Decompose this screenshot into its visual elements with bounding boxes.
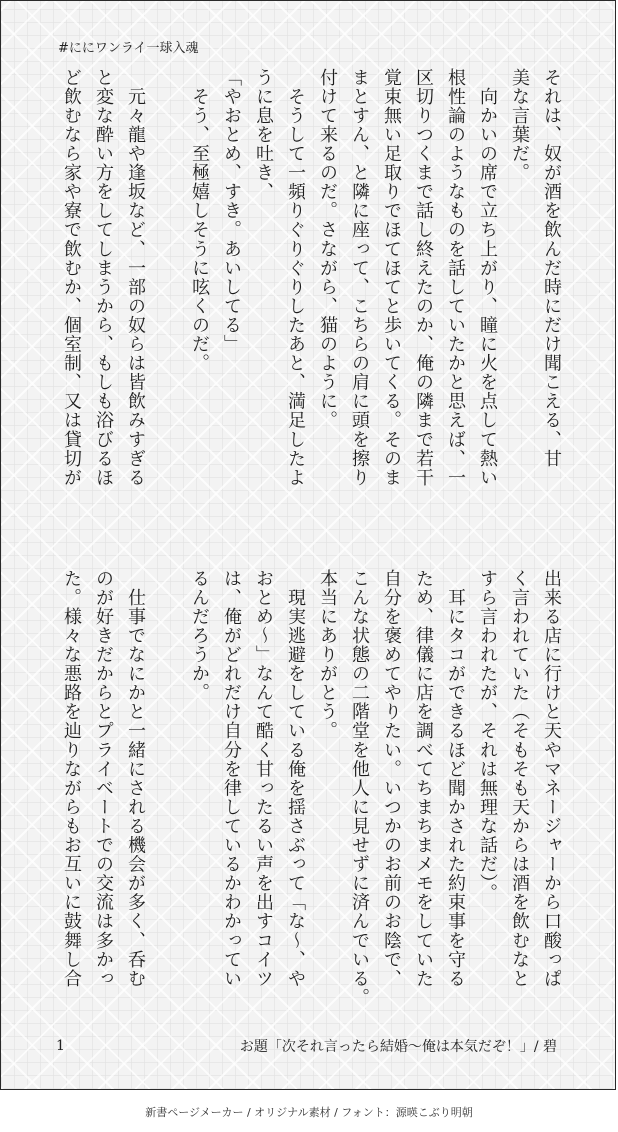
credit-line: 新書ページメーカー / オリジナル素材 / フォント：源暎こぶり明朝 — [145, 1106, 473, 1119]
prompt-caption: お題「次それ言ったら結婚〜俺は本気だぞ！」/ 碧 — [239, 1039, 557, 1055]
text-block-upper: それは、奴が酒を飲んだ時にだけ聞こえる、甘 美な言葉だ。 向かいの席で立ち上がり、瞳に火を点して熱い 根性論のようなものを話していたかと思えば、一 区切りつくまで話し終えたのか、俺の隣まで若干 覚束無い足取りでほてほてと歩いてくる。そのま まとすん、と隣に座って、こちらの肩に頭を擦り 付けて来るのだ。さながら、猫のように。 そうして一頻りぐりぐりしたあと、満足したよ うに息を吐き、 「やおとめ、すき。あいしてる」 そう、至極嬉しそうに呟くのだ。 元々龍や逢坂など、一部の奴らは皆飲みすぎる と変な酔い方をしてしまうから、もしも浴びるほ ど飲むなら家や寮で飲むか、個室制、又は貸切が — [61, 68, 562, 488]
hashtag-label: #ににワンライ一球入魂 — [58, 41, 199, 56]
page-number: 1 — [56, 1038, 65, 1054]
text-block-lower: 出来る店に行けと天やマネージャーから口酸っぱ く言われていた（そもそも天からは酒を飲むなと すら言われたが、それは無理な話だ）。 耳にタコができるほど聞かされた約束事を守る ため、律儀に店を調べてちまちまメモをしていた 自分を褒めてやりたい。いつかのお前のお陰で、 こんな状態の二階堂を他人に見せずに済んでいる。 本当にありがとう。 現実逃避をしている俺を揺さぶって「な〜、や おとめ〜」なんて酷く甘ったるい声を出すコイツ は、俺がどれだけ自分を律しているかわかってい るんだろうか。 仕事でなにかと一緒にされる機会が多く、呑む のが好きだからとプライベートでの交流は多かっ た。様々な悪路を辿りながらもお互いに鼓舞し合 — [61, 569, 562, 1008]
